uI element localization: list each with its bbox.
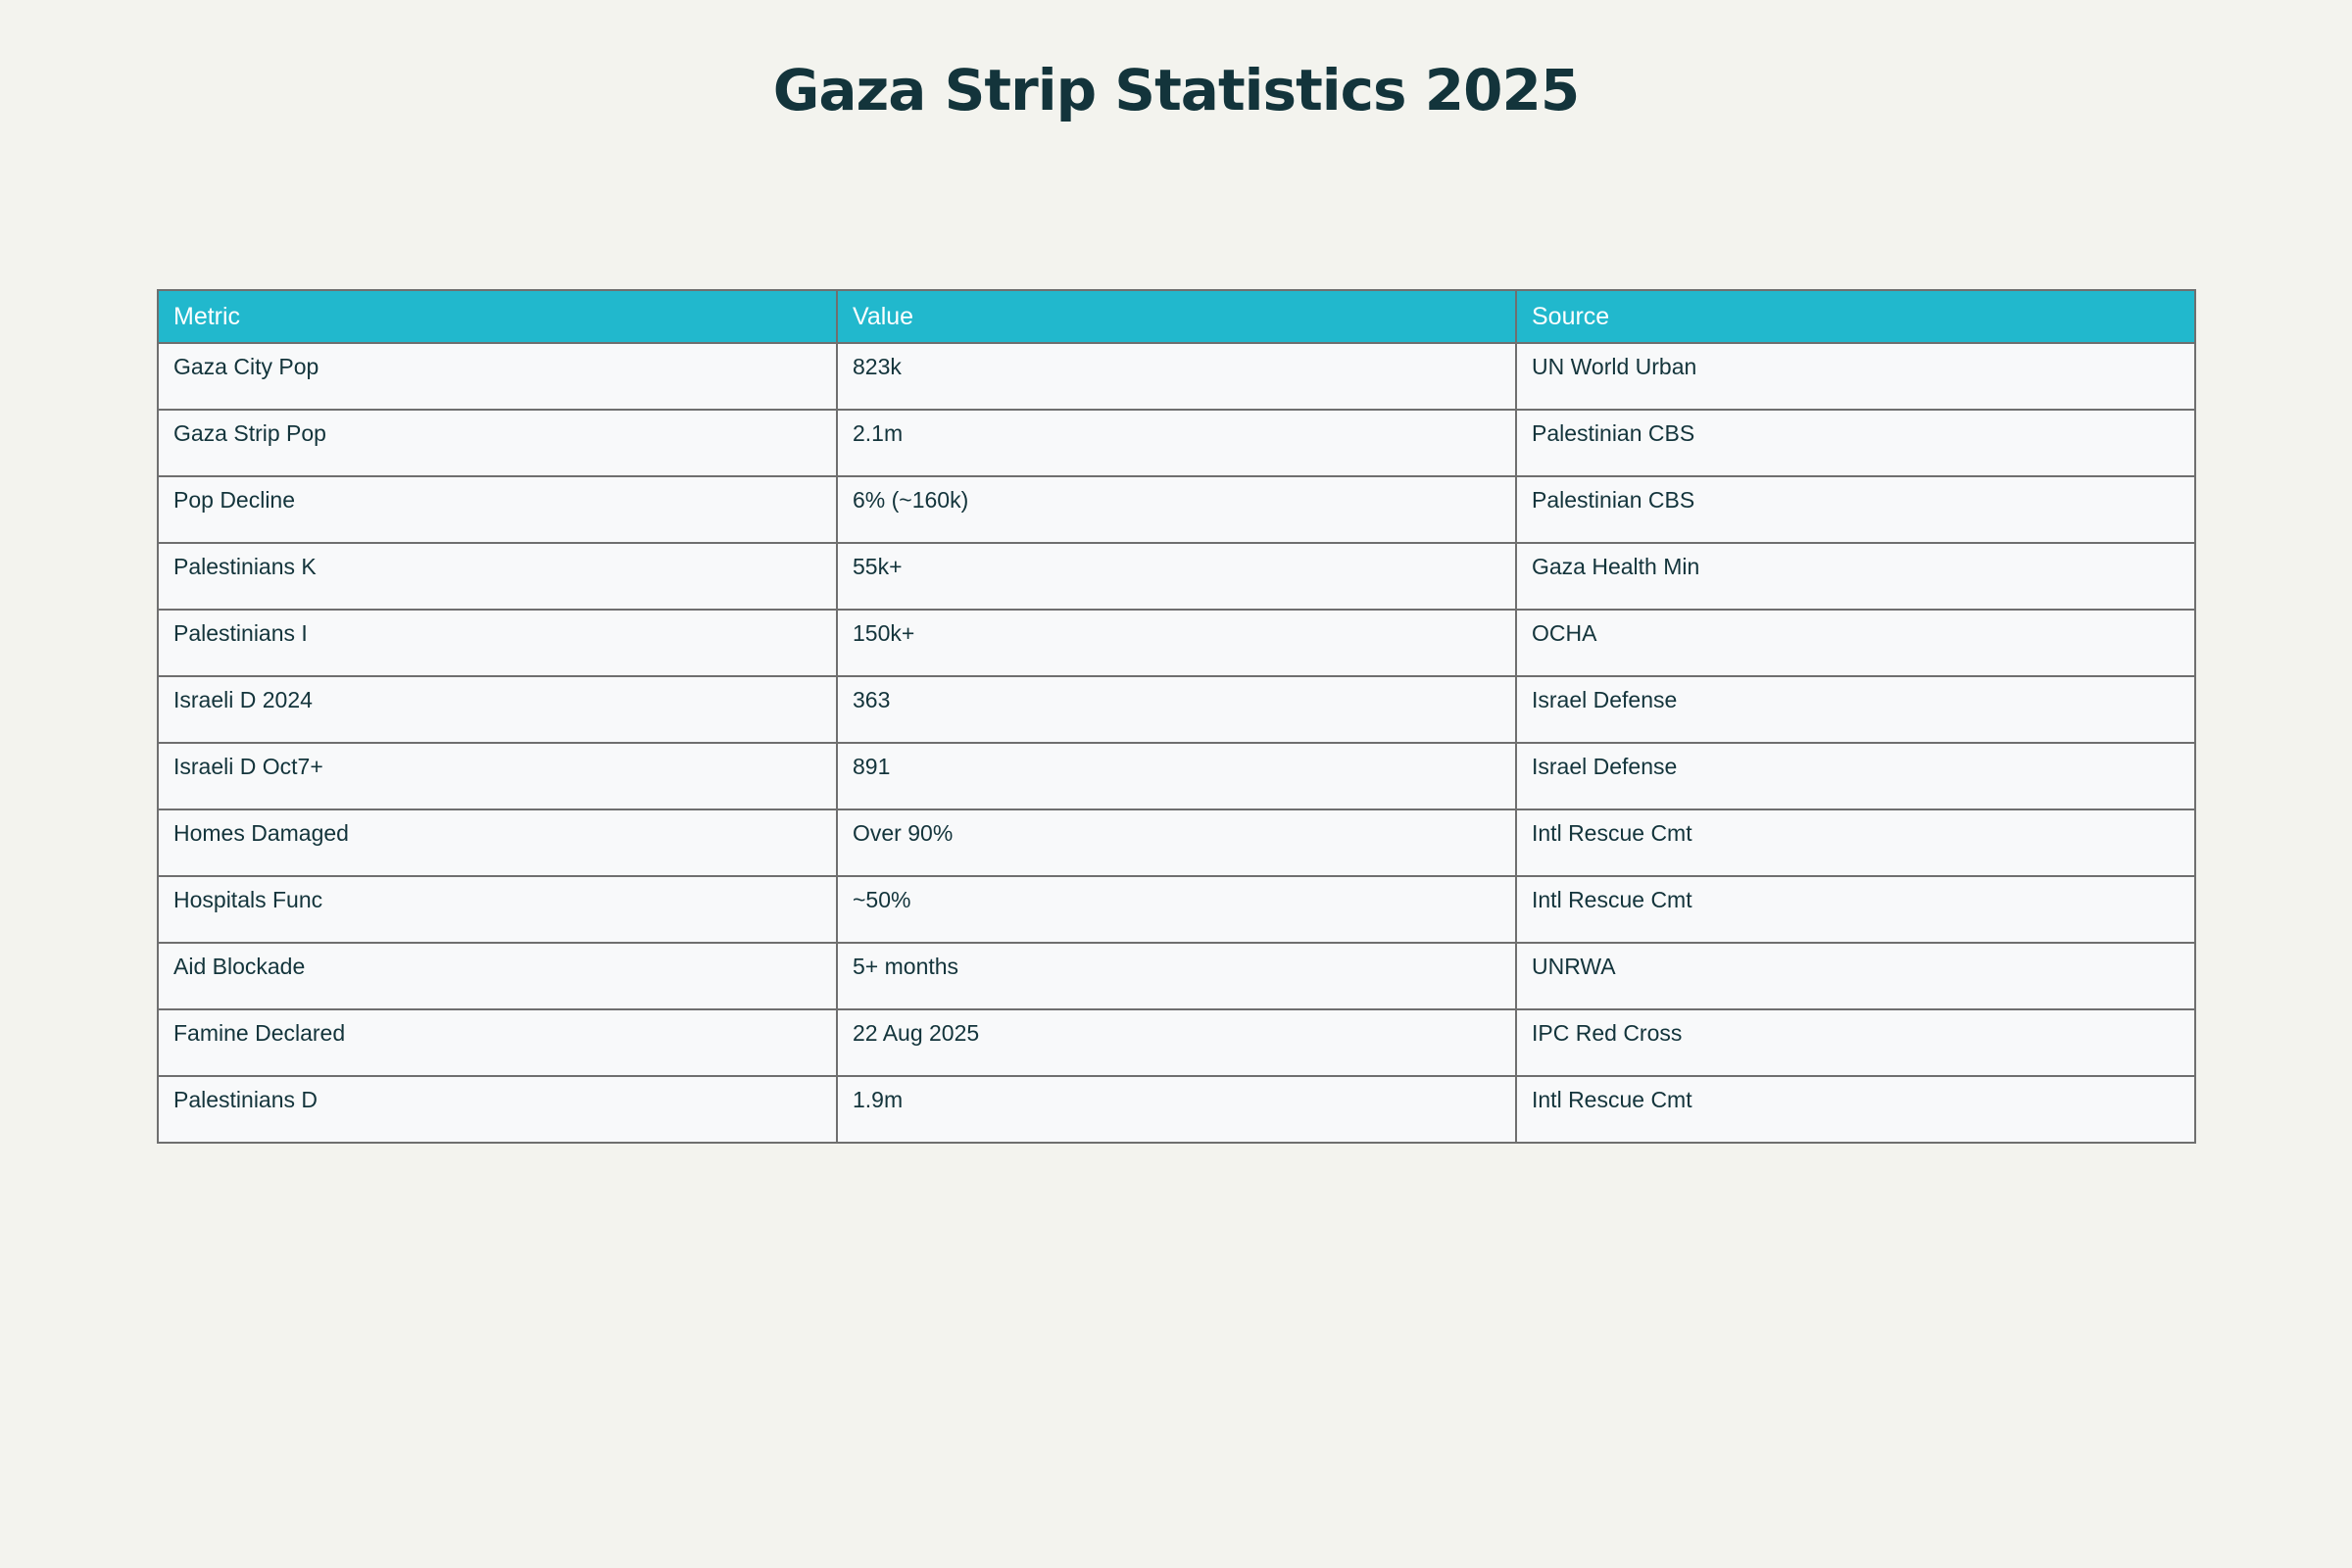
cell-value: 363 <box>837 676 1516 743</box>
table-row <box>158 676 2195 743</box>
cell-metric: Gaza City Pop <box>158 343 837 410</box>
cell-metric: Gaza Strip Pop <box>158 410 837 476</box>
cell-metric: Palestinians I <box>158 610 837 676</box>
cell-source: IPC Red Cross <box>1516 1009 2195 1076</box>
cell-source: Israel Defense <box>1516 676 2195 743</box>
cell-value: 1.9m <box>837 1076 1516 1143</box>
table-row <box>158 743 2195 809</box>
cell-source: OCHA <box>1516 610 2195 676</box>
cell-source: Palestinian CBS <box>1516 410 2195 476</box>
table-row <box>158 410 2195 476</box>
statistics-table <box>157 289 2196 1144</box>
cell-value: 823k <box>837 343 1516 410</box>
cell-value: ~50% <box>837 876 1516 943</box>
table-row <box>158 343 2195 410</box>
cell-source: Gaza Health Min <box>1516 543 2195 610</box>
cell-metric: Homes Damaged <box>158 809 837 876</box>
column-header-source: Source <box>1516 290 2195 343</box>
cell-value: Over 90% <box>837 809 1516 876</box>
cell-source: UN World Urban <box>1516 343 2195 410</box>
cell-metric: Famine Declared <box>158 1009 837 1076</box>
column-header-metric: Metric <box>158 290 837 343</box>
table-row <box>158 809 2195 876</box>
cell-value: 2.1m <box>837 410 1516 476</box>
cell-source: Intl Rescue Cmt <box>1516 1076 2195 1143</box>
statistics-table-container <box>157 289 2196 1144</box>
header-row <box>158 290 2195 343</box>
table-row <box>158 543 2195 610</box>
cell-metric: Hospitals Func <box>158 876 837 943</box>
cell-value: 55k+ <box>837 543 1516 610</box>
cell-metric: Palestinians D <box>158 1076 837 1143</box>
cell-metric: Pop Decline <box>158 476 837 543</box>
cell-metric: Israeli D 2024 <box>158 676 837 743</box>
cell-value: 891 <box>837 743 1516 809</box>
column-header-value: Value <box>837 290 1516 343</box>
cell-value: 6% (~160k) <box>837 476 1516 543</box>
cell-source: Palestinian CBS <box>1516 476 2195 543</box>
cell-source: Intl Rescue Cmt <box>1516 876 2195 943</box>
page-title: Gaza Strip Statistics 2025 <box>772 57 1580 123</box>
cell-value: 150k+ <box>837 610 1516 676</box>
cell-value: 5+ months <box>837 943 1516 1009</box>
cell-metric: Israeli D Oct7+ <box>158 743 837 809</box>
table-row <box>158 1076 2195 1143</box>
table-row <box>158 610 2195 676</box>
table-row <box>158 943 2195 1009</box>
table-body <box>158 343 2195 1143</box>
cell-value: 22 Aug 2025 <box>837 1009 1516 1076</box>
cell-metric: Palestinians K <box>158 543 837 610</box>
table-row <box>158 1009 2195 1076</box>
table-row <box>158 876 2195 943</box>
table-header <box>158 290 2195 343</box>
cell-metric: Aid Blockade <box>158 943 837 1009</box>
cell-source: UNRWA <box>1516 943 2195 1009</box>
table-row <box>158 476 2195 543</box>
cell-source: Israel Defense <box>1516 743 2195 809</box>
cell-source: Intl Rescue Cmt <box>1516 809 2195 876</box>
